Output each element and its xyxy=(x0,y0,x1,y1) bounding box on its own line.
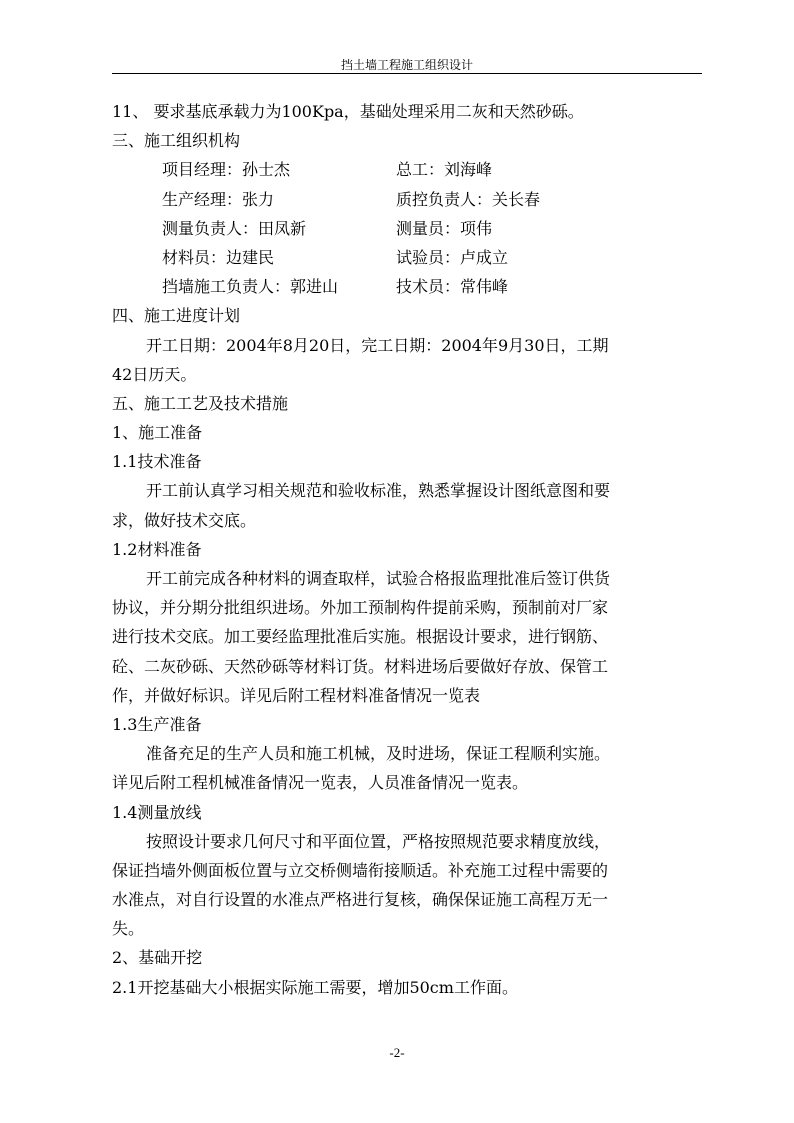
paragraph-line: 进行技术交底。加工要经监理批准后实施。根据设计要求，进行钢筋、 xyxy=(112,627,609,647)
staff-row xyxy=(112,155,702,184)
paragraph-line: 开工前认真学习相关规范和验收标准，熟悉掌握设计图纸意图和要 xyxy=(146,481,611,501)
page-number: -2- xyxy=(389,1045,405,1060)
staff-entry: 技术员：常伟峰 xyxy=(396,277,509,297)
document-body xyxy=(112,97,702,1002)
staff-row xyxy=(112,185,702,214)
section-heading-techniques: 五、施工工艺及技术措施 xyxy=(112,393,289,413)
subheading-excavation-size: 2.1开挖基础大小根据实际施工需要，增加50cm工作面。 xyxy=(112,977,518,997)
paragraph-line: 作，并做好标识。详见后附工程材料准备情况一览表 xyxy=(112,685,481,705)
subheading-technical-prep: 1.1技术准备 xyxy=(112,452,202,472)
staff-entry: 质控负责人：关长春 xyxy=(396,189,541,209)
section-heading-organization: 三、施工组织机构 xyxy=(112,131,241,151)
running-header: 挡土墙工程施工组织设计 xyxy=(340,58,473,72)
staff-entry: 测量负责人：田凤新 xyxy=(162,218,307,238)
staff-entry: 生产经理：张力 xyxy=(162,189,275,209)
subheading-surveying: 1.4测量放线 xyxy=(112,802,202,822)
paragraph-line: 求，做好技术交底。 xyxy=(112,510,257,530)
subheading-excavation: 2、基础开挖 xyxy=(112,948,203,968)
staff-entry: 测量员：项伟 xyxy=(396,218,493,238)
paragraph-line: 开工日期：2004年8月20日，完工日期：2004年9月30日，工期 xyxy=(146,335,609,355)
staff-row xyxy=(112,272,702,301)
section-heading-schedule: 四、施工进度计划 xyxy=(112,306,241,326)
paragraph-line: 42日历天。 xyxy=(112,364,197,384)
paragraph-line: 开工前完成各种材料的调查取样，试验合格报监理批准后签订供货 xyxy=(146,569,611,588)
staff-entry: 总工：刘海峰 xyxy=(396,160,493,180)
paragraph-line: 失。 xyxy=(112,919,145,939)
staff-entry: 试验员：卢成立 xyxy=(396,247,509,267)
header-divider xyxy=(112,73,702,74)
staff-entry: 项目经理：孙士杰 xyxy=(162,160,291,180)
paragraph-line: 准备充足的生产人员和施工机械，及时进场，保证工程顺利实施。 xyxy=(146,744,611,764)
subheading-preparation: 1、施工准备 xyxy=(112,423,203,443)
staff-entry: 挡墙施工负责人：郭进山 xyxy=(162,277,339,297)
paragraph-line: 按照设计要求几何尺寸和平面位置，严格按照规范要求精度放线， xyxy=(146,831,611,851)
paragraph-line: 砼、二灰砂砾、天然砂砾等材料订货。材料进场后要做好存放、保管工 xyxy=(112,656,609,676)
requirement-item-11: 11、 要求基底承载力为100Kpa，基础处理采用二灰和天然砂砾。 xyxy=(112,102,584,121)
paragraph-line: 保证挡墙外侧面板位置与立交桥侧墙衔接顺适。补充施工过程中需要的 xyxy=(112,860,609,880)
paragraph-line: 水准点，对自行设置的水准点严格进行复核，确保保证施工高程万无一 xyxy=(112,890,609,910)
staff-row xyxy=(112,214,702,243)
staff-row xyxy=(112,243,702,272)
staff-list xyxy=(112,155,702,301)
paragraph-line: 详见后附工程机械准备情况一览表，人员准备情况一览表。 xyxy=(112,773,529,793)
staff-entry: 材料员：边建民 xyxy=(162,247,275,267)
paragraph-line: 协议，并分期分批组织进场。外加工预制构件提前采购，预制前对厂家 xyxy=(112,598,609,618)
subheading-production-prep: 1.3生产准备 xyxy=(112,714,202,734)
subheading-material-prep: 1.2材料准备 xyxy=(112,539,202,559)
